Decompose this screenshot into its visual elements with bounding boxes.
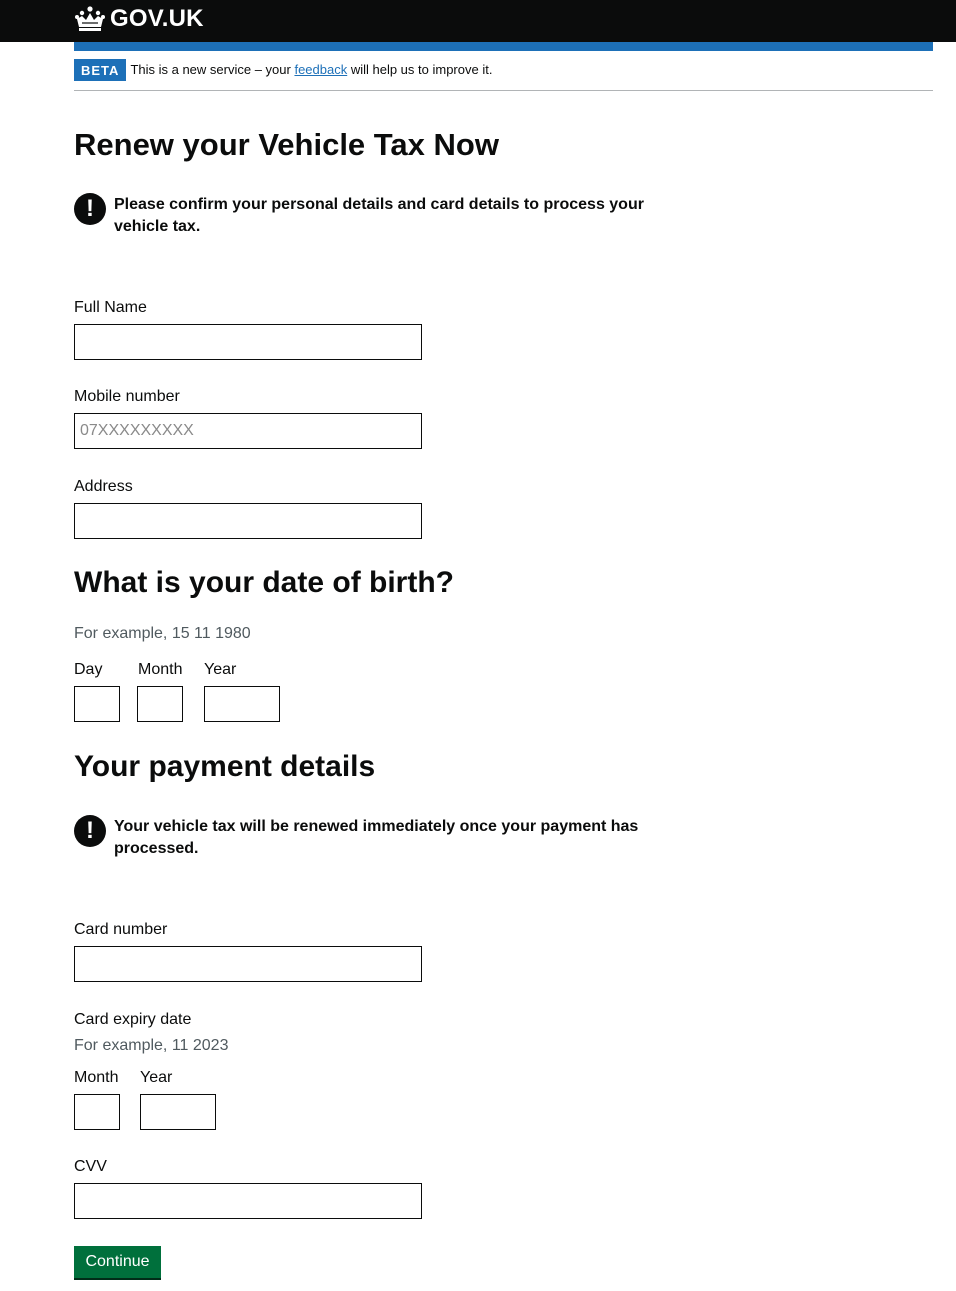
page-title: Renew your Vehicle Tax Now [74,127,499,162]
payment-heading: Your payment details [74,750,376,783]
card-number-label: Card number [74,921,168,938]
beta-tag: BETA [74,59,126,81]
card-expiry-label: Card expiry date [74,1011,192,1028]
mobile-number-label: Mobile number [74,388,180,405]
full-name-label: Full Name [74,299,147,316]
site-header [0,0,956,42]
phase-banner [74,59,933,91]
dob-hint: For example, 15 11 1980 [74,625,251,642]
expiry-year-label: Year [140,1069,173,1086]
dob-year-input[interactable] [204,686,280,722]
warning-payment [74,815,674,860]
exclamation-icon: ! [74,193,106,225]
dob-month-input[interactable] [137,686,183,722]
crown-icon [74,5,106,33]
warning-personal-details [74,193,674,238]
mobile-number-input[interactable] [74,413,422,449]
phase-text-after: will help us to improve it. [347,62,493,77]
phase-banner-text [130,59,492,81]
continue-button[interactable]: Continue [74,1246,161,1278]
dob-year-label: Year [204,661,237,678]
expiry-month-label: Month [74,1069,119,1086]
expiry-year-input[interactable] [140,1094,216,1130]
feedback-link[interactable]: feedback [294,62,348,77]
cvv-label: CVV [74,1158,107,1175]
address-input[interactable] [74,503,422,539]
dob-day-label: Day [74,661,103,678]
phase-text-before: This is a new service – your [130,62,295,77]
warning-text: Your vehicle tax will be renewed immediately once your payment has processed. [114,818,639,857]
expiry-month-input[interactable] [74,1094,120,1130]
dob-month-label: Month [138,661,183,678]
cvv-input[interactable] [74,1183,422,1219]
warning-text: Please confirm your personal details and card details to process your vehicle tax. [114,196,644,235]
dob-day-input[interactable] [74,686,120,722]
address-label: Address [74,478,133,495]
card-number-input[interactable] [74,946,422,982]
full-name-input[interactable] [74,324,422,360]
logo-text: GOV.UK [110,5,204,32]
header-accent-bar [74,42,933,51]
exclamation-icon: ! [74,815,106,847]
dob-heading: What is your date of birth? [74,566,454,599]
govuk-logo[interactable] [74,5,204,33]
card-expiry-hint: For example, 11 2023 [74,1037,229,1054]
